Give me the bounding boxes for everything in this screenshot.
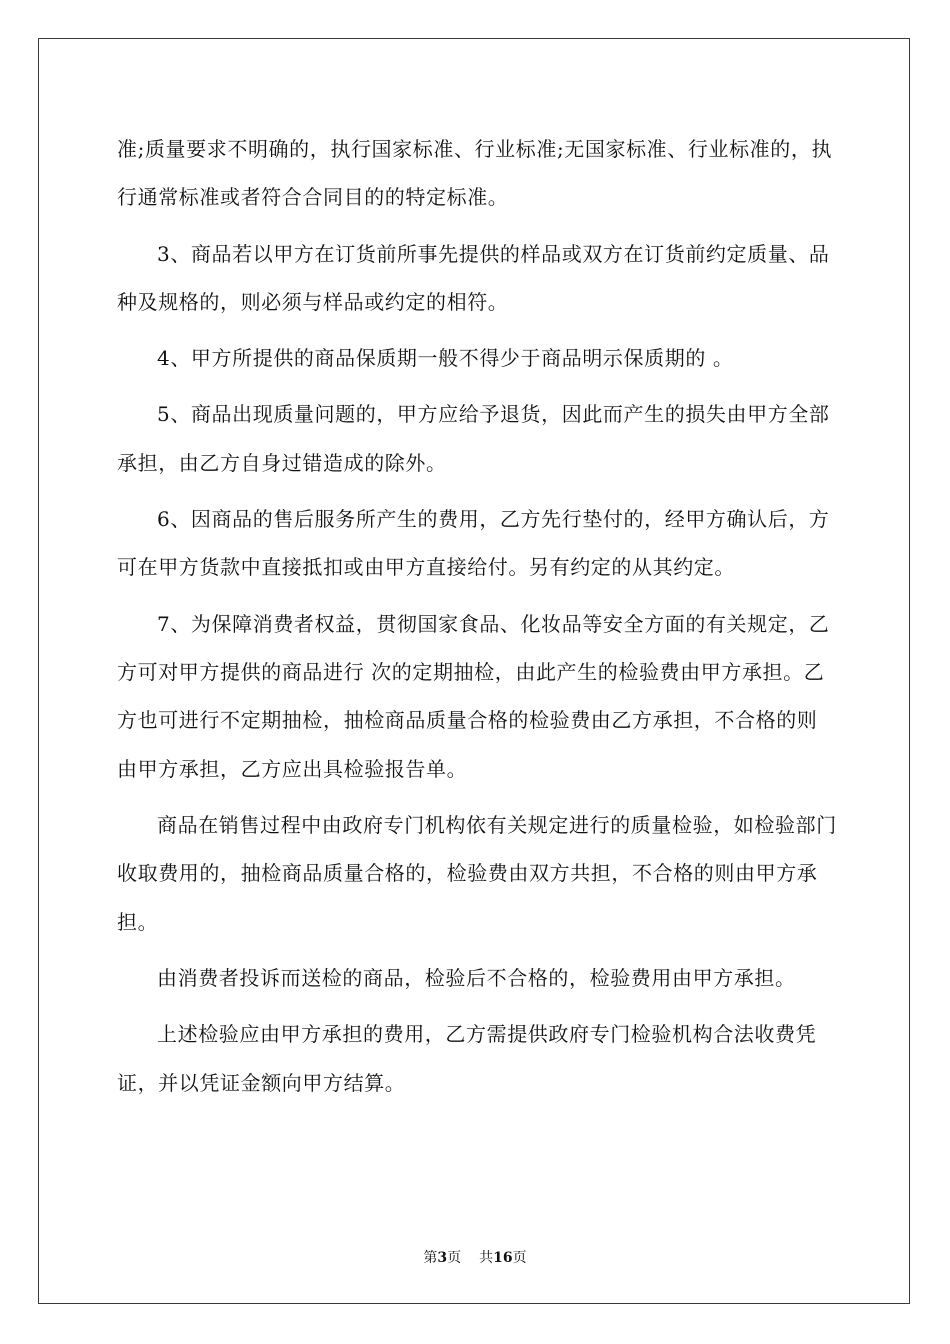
paragraph-settlement: 上述检验应由甲方承担的费用，乙方需提供政府专门检验机构合法收费凭证，并以凭证金额向甲方结算。 (117, 1022, 817, 1095)
total-pages: 16 (493, 1250, 513, 1266)
paragraph-continuation: 准;质量要求不明确的，执行国家标准、行业标准;无国家标准、行业标准的，执行通常标准或者符合合同目的的特定标准。 (117, 137, 833, 210)
paragraph-clause-6: 6、因商品的售后服务所产生的费用，乙方先行垫付的，经甲方确认后，方可在甲方货款中直接抵扣或由甲方直接给付。另有约定的从其约定。 (117, 507, 830, 580)
paragraph-consumer-complaint: 由消费者投诉而送检的商品，检验后不合格的，检验费用由甲方承担。 (157, 966, 796, 991)
paragraph-clause-7: 7、为保障消费者权益，贯彻国家食品、化妆品等安全方面的有关规定，乙方可对甲方提供的商品进行 次的定期抽检，由此产生的检验费由甲方承担。乙方也可进行不定期抽检，抽检商品质量合格的检验费由乙方承担，不合格的则由甲方承担，乙方应出具检验报告单。 (117, 611, 830, 781)
paragraph-clause-3: 3、商品若以甲方在订货前所事先提供的样品或双方在订货前约定质量、品种及规格的，则必须与样品或约定的相符。 (117, 241, 830, 315)
page-suffix: 页 (447, 1250, 462, 1266)
page-prefix: 第 (423, 1250, 438, 1266)
document-body (117, 125, 837, 1115)
page-footer (0, 1248, 950, 1268)
paragraph-clause-4: 4、甲方所提供的商品保质期一般不得少于商品明示保质期的 。 (157, 346, 734, 371)
page-number: 3 (437, 1250, 448, 1266)
total-suffix: 页 (512, 1250, 527, 1266)
paragraph-clause-5: 5、商品出现质量问题的，甲方应给予退货，因此而产生的损失由甲方全部承担，由乙方自身过错造成的除外。 (117, 402, 830, 475)
paragraph-government-inspection: 商品在销售过程中由政府专门机构依有关规定进行的质量检验，如检验部门收取费用的，抽检商品质量合格的，检验费由双方共担，不合格的则由甲方承担。 (117, 813, 837, 934)
total-prefix: 共 (479, 1250, 494, 1266)
